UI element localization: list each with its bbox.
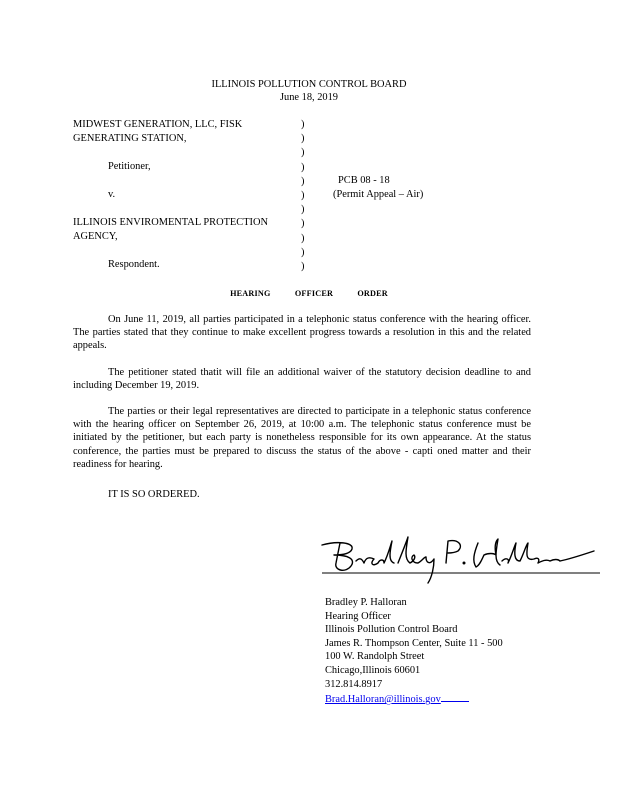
- caption-paren: ): [301, 246, 305, 258]
- address-city: Chicago,Illinois 60601: [325, 664, 421, 676]
- order-title: HEARING OFFICER ORDER: [230, 289, 388, 298]
- email-link[interactable]: Brad.Halloran@illinois.gov: [325, 694, 441, 706]
- paragraph-waiver: The petitioner stated thatit will file an additional waiver of the statutory decision deadline to and including December 19, 2019.: [73, 367, 531, 392]
- caption-paren: ): [301, 119, 305, 130]
- respondent-name-line2: AGENCY,: [73, 231, 118, 242]
- caption-paren: ): [301, 147, 305, 159]
- signature-block: [325, 596, 503, 707]
- email-underline: [441, 691, 469, 702]
- handwritten-signature: [318, 533, 602, 589]
- respondent-label: Respondent.: [108, 259, 160, 270]
- caption-paren: ): [301, 175, 305, 187]
- address-line-2: 100 W. Randolph Street: [325, 651, 425, 663]
- petitioner-label: Petitioner,: [108, 161, 151, 172]
- signer-title: Hearing Officer: [325, 610, 391, 622]
- paragraph-status-conference: On June 11, 2019, all parties participated in a telephonic status conference with the hearing officer. The parties stated that they continue to make excellent progress towards a resolution in this and the related appeals.: [73, 314, 531, 352]
- caption-paren: ): [301, 232, 305, 244]
- respondent-name-line1: ILLINOIS ENVIROMENTAL PROTECTION: [73, 217, 269, 228]
- caption-paren: ): [301, 133, 305, 145]
- caption-paren: ): [301, 161, 305, 173]
- caption-bracket: [301, 118, 311, 274]
- address-line-1: James R. Thompson Center, Suite 11 - 500: [325, 637, 503, 649]
- case-number: PCB 08 - 18: [338, 175, 390, 186]
- order-date: June 18, 2019: [279, 92, 338, 103]
- caption-paren: ): [301, 189, 305, 201]
- agency-heading: ILLINOIS POLLUTION CONTROL BOARD: [211, 79, 407, 90]
- caption-paren: ): [301, 218, 305, 230]
- paragraph-directive: The parties or their legal representatives are directed to participate in a telephonic status conference with the hearing officer on September 26, 2019, at 10:00 a.m. The telephonic status conference must be initiated by the petitioner, but each party is nonetheless responsible for its own appearance. At the status conference, the parties must be prepared to discuss the status of the above - capti oned matter and their readiness for hearing.: [73, 406, 531, 470]
- petitioner-name-line1: MIDWEST GENERATION, LLC, FISK: [73, 119, 243, 130]
- versus-label: v.: [108, 189, 116, 200]
- phone-number: 312.814.8917: [325, 678, 383, 690]
- closing-statement: IT IS SO ORDERED.: [108, 489, 200, 500]
- petitioner-name-line2: GENERATING STATION,: [73, 133, 187, 144]
- caption-paren: ): [301, 204, 305, 216]
- signer-organization: Illinois Pollution Control Board: [325, 624, 458, 636]
- signer-name: Bradley P. Halloran: [325, 597, 407, 608]
- caption-paren: ): [301, 260, 305, 272]
- case-type: (Permit Appeal – Air): [333, 189, 424, 200]
